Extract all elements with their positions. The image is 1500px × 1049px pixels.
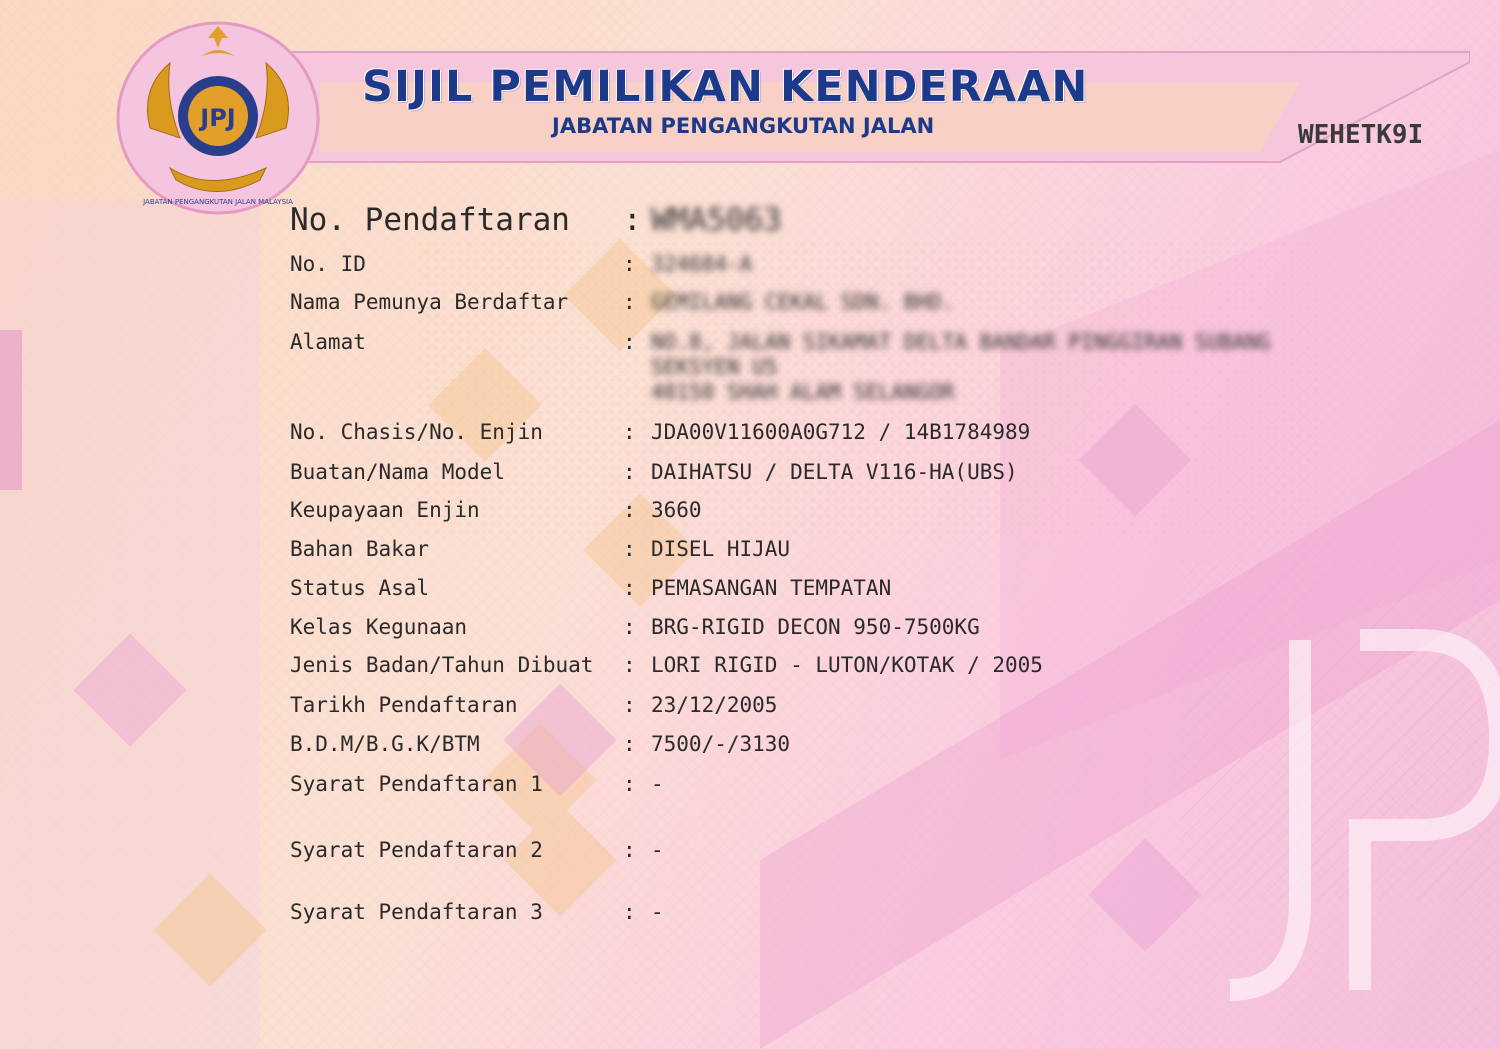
field-label: Status Asal [290,576,430,600]
field-row-id-number [290,252,752,276]
address-line: NO.8, JALAN SIKAMAT DELTA BANDAR PINGGIRAN SUBANG [651,330,1271,354]
field-label: Syarat Pendaftaran 2 [290,838,543,862]
field-colon: : [623,838,636,862]
field-label: Syarat Pendaftaran 1 [290,772,543,796]
field-value: DAIHATSU / DELTA V116-HA(UBS) [651,460,1018,484]
field-row-engine-capacity [290,498,702,522]
field-colon: : [623,732,636,756]
field-colon: : [623,615,636,639]
field-row-fuel [290,537,790,561]
field-row-registration-date [290,693,777,717]
field-label: Nama Pemunya Berdaftar [290,290,569,314]
jpj-seal-logo [110,18,320,218]
field-value-redacted: 324684-A [651,252,753,276]
field-value-redacted [651,330,1271,405]
field-colon: : [623,330,636,354]
field-label: No. Pendaftaran [290,202,570,238]
address-line: SEKSYEN U5 [651,355,778,379]
field-value: JDA00V11600A0G712 / 14B1784989 [651,420,1031,444]
field-value: LORI RIGID - LUTON/KOTAK / 2005 [651,653,1043,677]
field-label: Buatan/Nama Model [290,460,505,484]
field-colon: : [623,693,636,717]
field-colon: : [623,900,636,924]
field-row-condition-3 [290,900,664,924]
seal-caption: JABATAN PENGANGKUTAN JALAN MALAYSIA [143,198,293,206]
field-colon: : [623,202,642,238]
field-value: 3660 [651,498,702,522]
field-value: DISEL HIJAU [651,537,791,561]
field-row-address [290,330,1271,405]
field-row-condition-1 [290,772,664,796]
field-label: Kelas Kegunaan [290,615,468,639]
field-label: No. ID [290,252,366,276]
field-label: Syarat Pendaftaran 3 [290,900,543,924]
field-value-redacted: GEMILANG CEKAL SDN. BHD. [651,290,955,314]
field-colon: : [623,576,636,600]
field-row-origin-status [290,576,891,600]
field-colon: : [623,653,636,677]
field-label: B.D.M/B.G.K/BTM [290,732,480,756]
field-label: Jenis Badan/Tahun Dibuat [290,653,594,677]
field-label: Alamat [290,330,366,354]
document-title: SIJIL PEMILIKAN KENDERAAN [362,62,1089,112]
field-row-condition-2 [290,838,664,862]
field-colon: : [623,460,636,484]
field-value-redacted: WMA5063 [651,202,782,238]
field-label: Bahan Bakar [290,537,430,561]
jpj-logo-text: JPJ [200,104,236,132]
address-line: 40150 SHAH ALAM SELANGOR [651,380,955,404]
field-colon: : [623,772,636,796]
field-row-body-type-year [290,653,1043,677]
field-colon: : [623,290,636,314]
field-value: - [651,900,664,924]
field-row-owner-name [290,290,954,314]
field-label: Keupayaan Enjin [290,498,480,522]
field-colon: : [623,498,636,522]
field-value: - [651,772,664,796]
field-value: BRG-RIGID DECON 950-7500KG [651,615,980,639]
field-label: No. Chasis/No. Enjin [290,420,543,444]
document-subtitle: JABATAN PENGANGKUTAN JALAN [552,114,935,138]
field-row-registration-number [290,202,782,238]
field-row-usage-class [290,615,980,639]
field-value: - [651,838,664,862]
field-row-weights [290,732,790,756]
field-colon: : [623,252,636,276]
field-label: Tarikh Pendaftaran [290,693,518,717]
field-colon: : [623,537,636,561]
field-value: PEMASANGAN TEMPATAN [651,576,892,600]
field-colon: : [623,420,636,444]
field-value: 7500/-/3130 [651,732,791,756]
field-value: 23/12/2005 [651,693,778,717]
field-row-chassis-engine [290,420,1030,444]
serial-number: WEHETK9I [1298,120,1424,150]
field-row-make-model [290,460,1018,484]
